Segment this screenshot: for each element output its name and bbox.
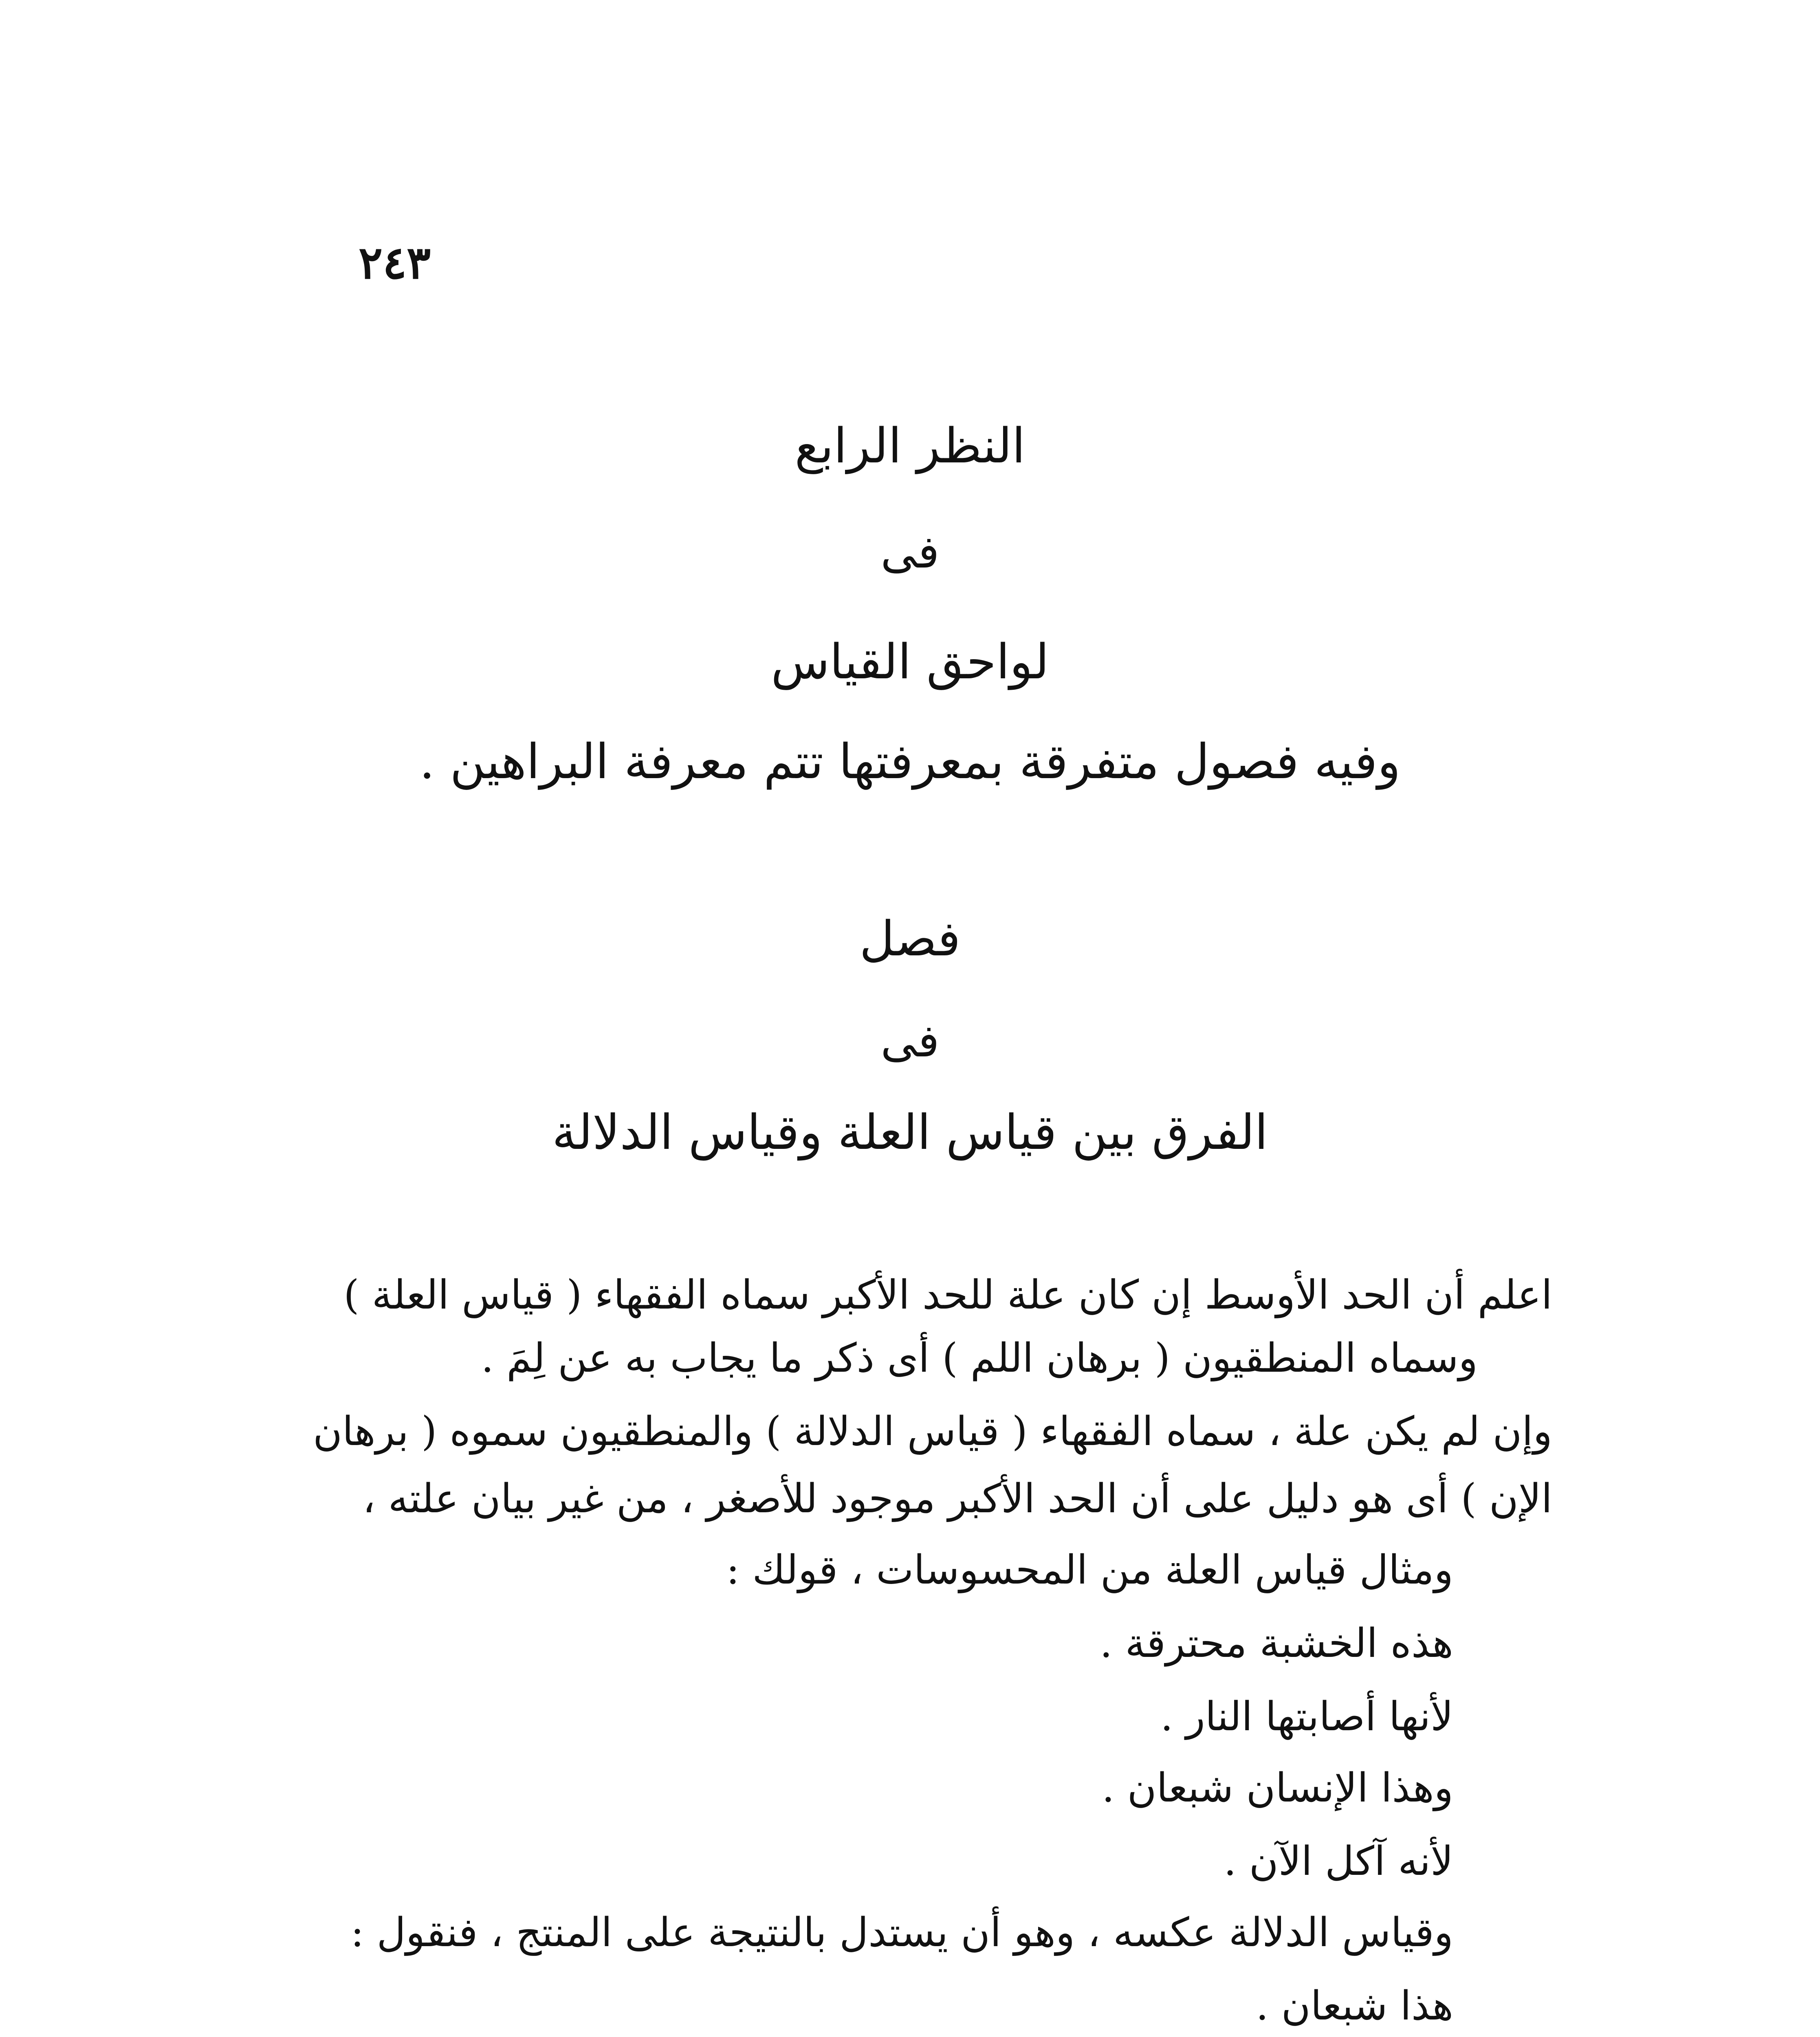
section-title: النظر الرابع	[794, 418, 1026, 474]
paragraph-line: وقياس الدلالة عكسه ، وهو أن يستدل بالنتيجة على المنتج ، فنقول :	[350, 1909, 1453, 1956]
chapter-title: فصل	[859, 911, 961, 967]
paragraph-line: الإن ) أى هو دليل على أن الحد الأكبر موجود للأصغر ، من غير بيان علته ،	[362, 1476, 1552, 1522]
paragraph-line: ومثال قياس العلة من المحسوسات ، قولك :	[726, 1547, 1453, 1593]
example-line: هذا شبعان .	[1256, 1983, 1453, 2029]
chapter-title-preposition: فى	[880, 1015, 940, 1067]
page-number: ٢٤٣	[359, 236, 431, 289]
paragraph-line: وإن لم يكن علة ، سماه الفقهاء ( قياس الدلالة ) والمنطقيون سموه ( برهان	[313, 1408, 1552, 1455]
example-line: لأنها أصابتها النار .	[1160, 1694, 1453, 1740]
chapter-subject: الفرق بين قياس العلة وقياس الدلالة	[552, 1104, 1268, 1160]
example-line: وهذا الإنسان شبعان .	[1102, 1765, 1453, 1811]
paragraph-line: وسماه المنطقيون ( برهان اللم ) أى ذكر ما يجاب به عن لِمَ .	[481, 1335, 1478, 1381]
section-title-preposition: فى	[880, 526, 940, 578]
section-description: وفيه فصول متفرقة بمعرفتها تتم معرفة البراهين .	[419, 733, 1401, 790]
paragraph-line: اعلم أن الحد الأوسط إن كان علة للحد الأكبر سماه الفقهاء ( قياس العلة )	[343, 1272, 1552, 1318]
section-subject: لواحق القياس	[771, 634, 1049, 690]
example-line: لأنه آكل الآن .	[1224, 1838, 1453, 1885]
example-line: هذه الخشبة محترقة .	[1100, 1620, 1453, 1667]
